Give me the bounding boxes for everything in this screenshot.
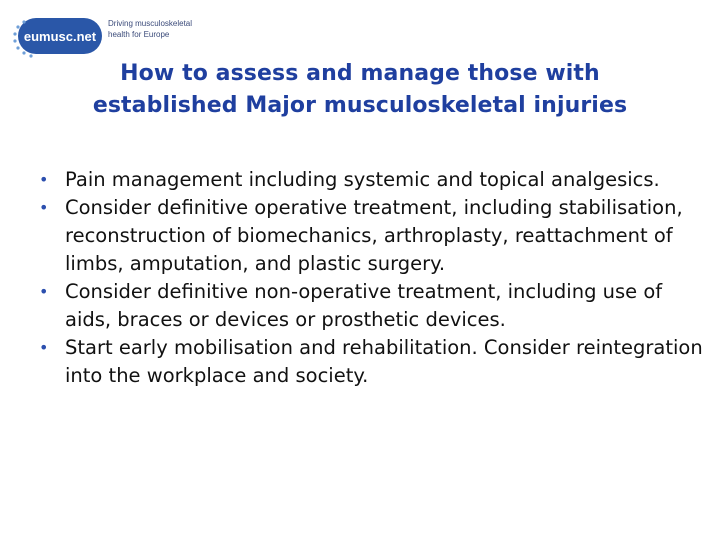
bullet-text: Pain management including systemic and topical analgesics. <box>65 168 660 191</box>
slide-title-line-1: How to assess and manage those with <box>120 61 600 86</box>
bullet-dot-icon: • <box>39 282 49 301</box>
eumusc-logo-mark <box>8 14 104 60</box>
slide-title <box>60 58 660 122</box>
logo-brand: eumusc.net <box>23 29 97 44</box>
bullet-text: Start early mobilisation and rehabilitation. Consider reintegration into the workplace and society. <box>65 336 703 387</box>
eumusc-logo <box>8 14 198 60</box>
bullet-dot-icon: • <box>39 198 49 217</box>
logo-tagline-line: health for Europe <box>108 30 170 39</box>
bullet-text: Consider definitive non-operative treatment, including use of aids, braces or devices or prosthetic devices. <box>65 280 663 331</box>
bullet-dot-icon: • <box>39 338 49 357</box>
bullet-dot-icon: • <box>39 170 49 189</box>
bullet-item <box>36 166 706 194</box>
bullet-text: Consider definitive operative treatment, including stabilisation, reconstruction of biomechanics, arthroplasty, reattachment of limbs, amputation, and plastic surgery. <box>65 196 683 275</box>
bullet-item <box>36 278 706 334</box>
bullet-item <box>36 334 706 390</box>
slide-title-line-2: established Major musculoskeletal injuries <box>92 93 628 118</box>
logo-tagline-line: Driving musculoskeletal <box>108 19 193 28</box>
bullet-item <box>36 194 706 278</box>
logo-tagline <box>108 18 198 40</box>
bullet-list <box>36 166 706 390</box>
